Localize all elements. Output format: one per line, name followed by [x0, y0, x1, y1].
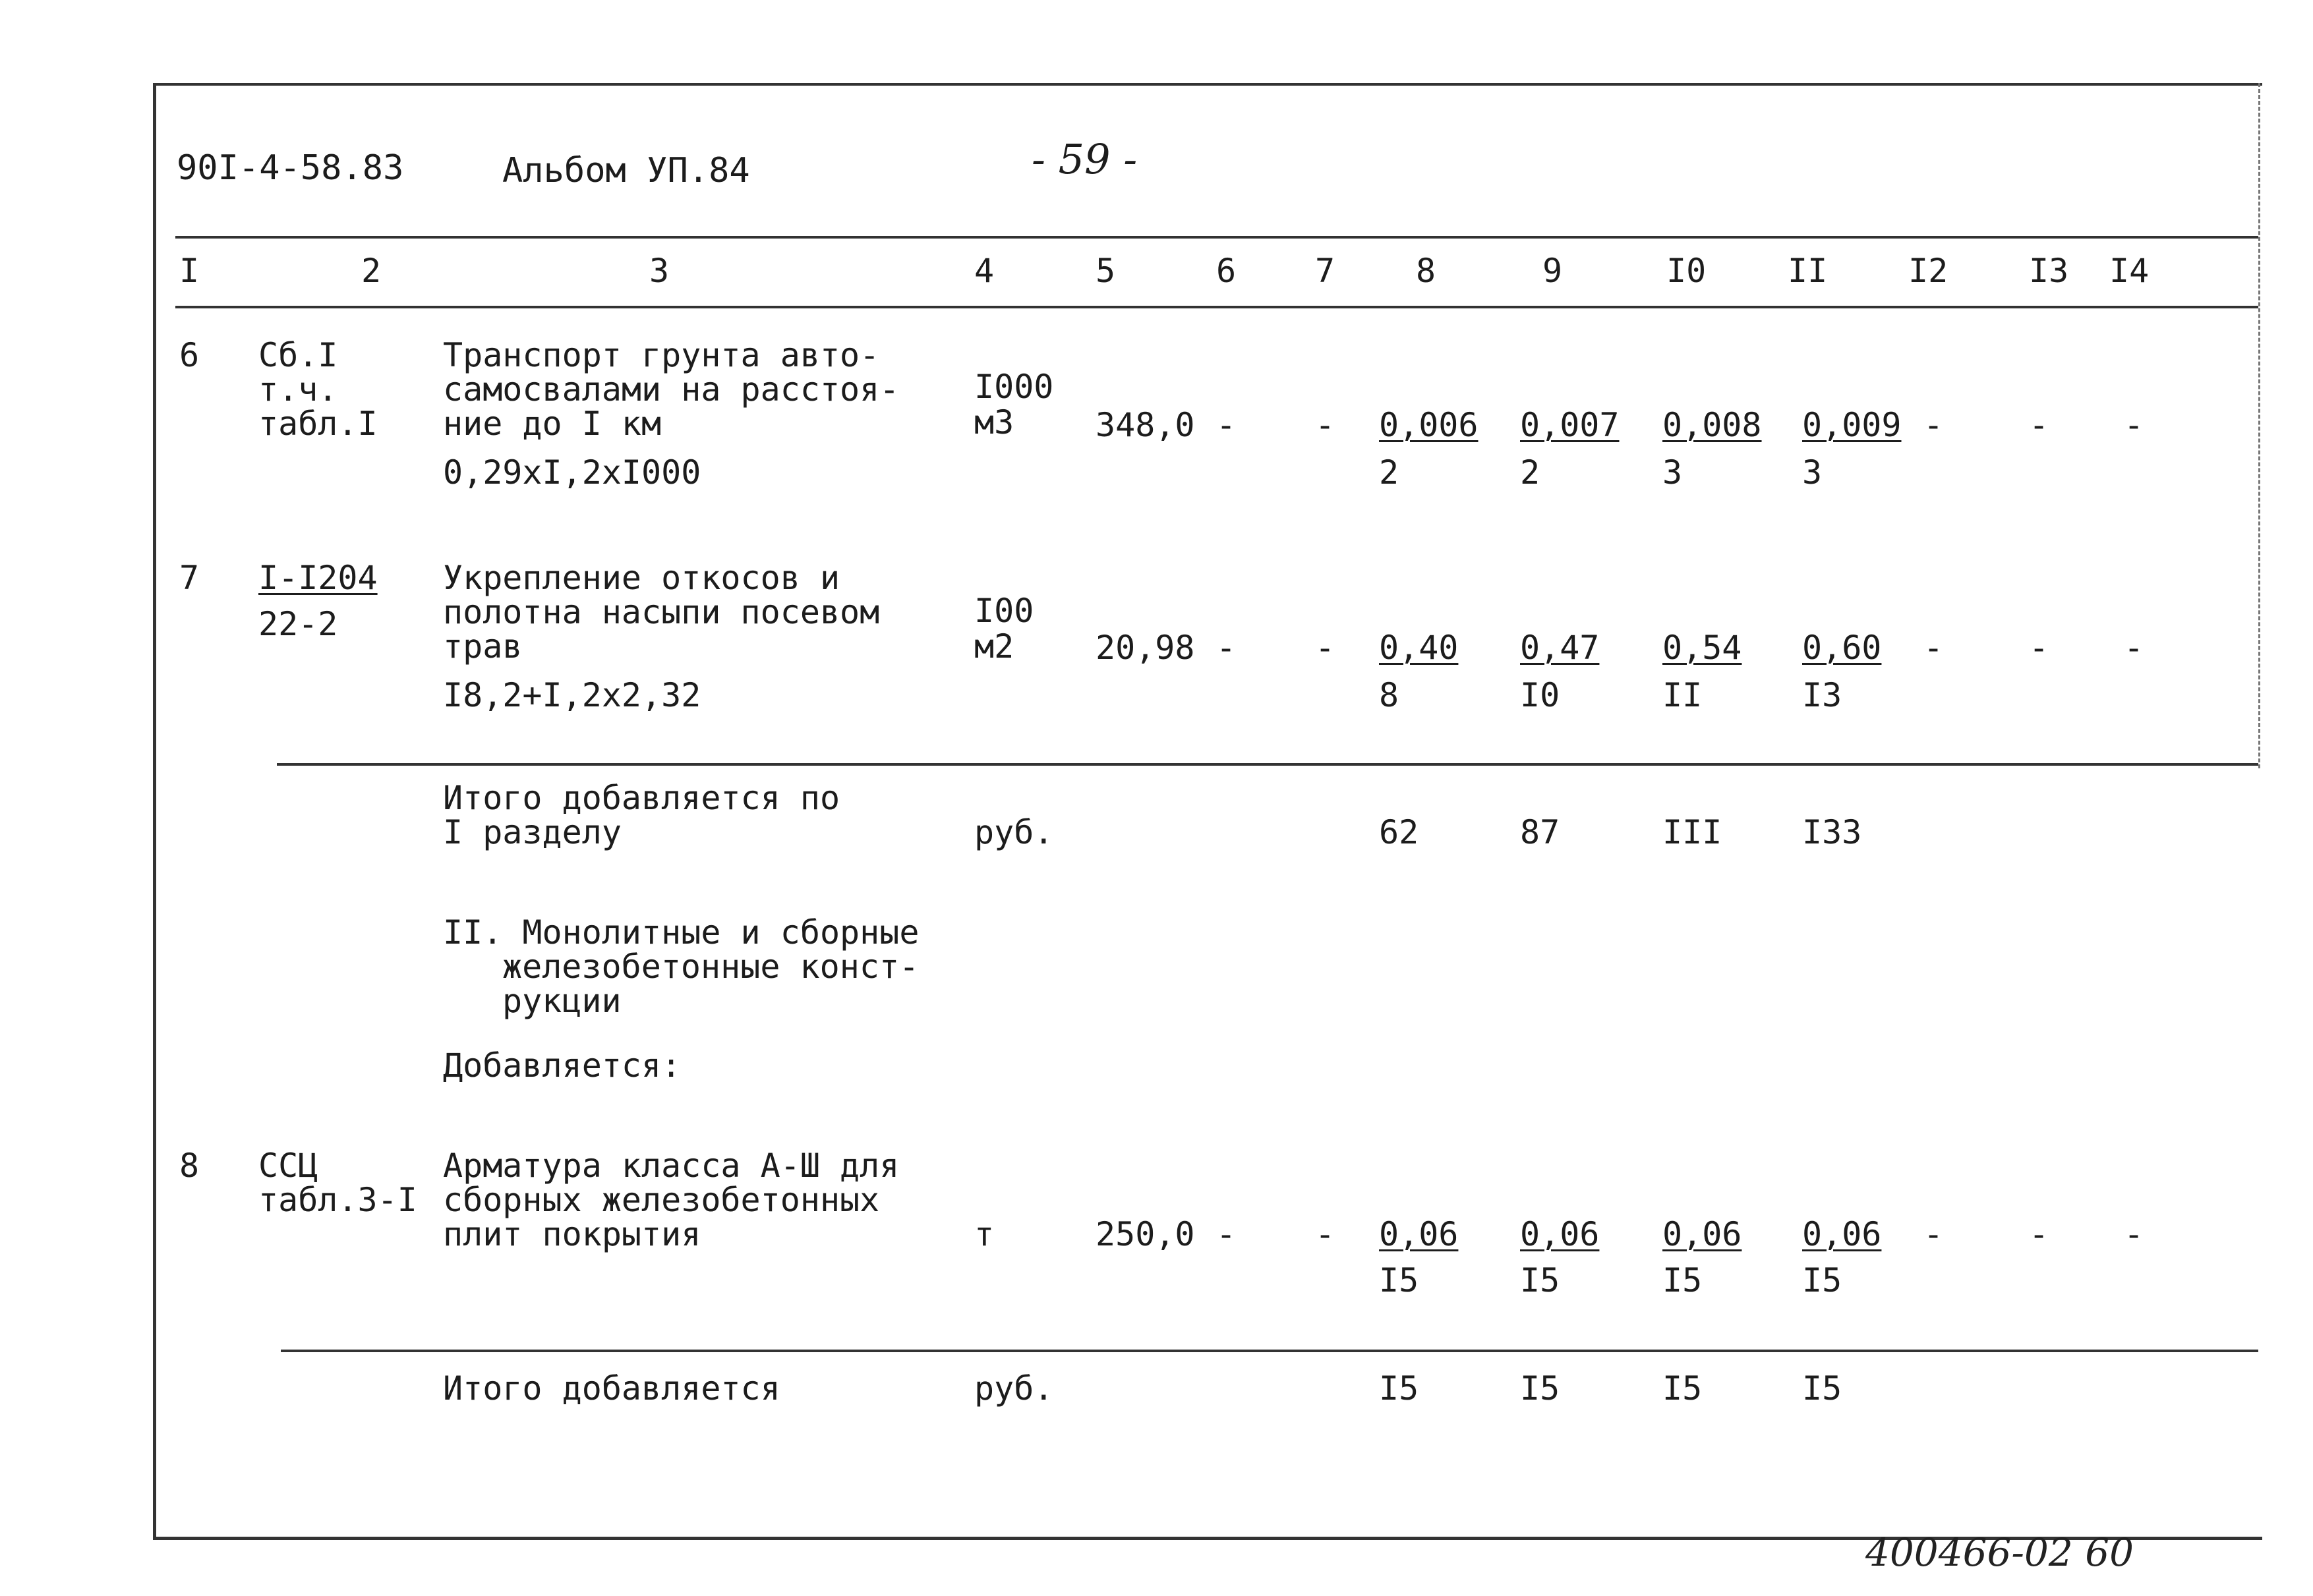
frame-top-border — [153, 83, 2262, 86]
album-label: Альбом УП.84 — [502, 151, 750, 190]
row-col13: - — [2029, 406, 2049, 444]
row-col6: - — [1216, 1215, 1237, 1253]
header-rule — [175, 236, 2258, 239]
row-value-top: 0,40 — [1379, 629, 1459, 667]
column-number: 4 — [974, 252, 995, 290]
section-title: рукции — [502, 982, 622, 1020]
row-value-top: 0,007 — [1520, 406, 1620, 444]
row-value-top: 0,54 — [1662, 629, 1742, 667]
subtotal-value: 87 — [1520, 813, 1560, 851]
row-col6: - — [1216, 406, 1237, 444]
row-col12: - — [1923, 406, 1944, 444]
row-value-bottom: 3 — [1802, 453, 1823, 492]
subtotal-value: I5 — [1520, 1369, 1560, 1408]
row-value-bottom: I5 — [1662, 1261, 1703, 1299]
row-unit: I000 — [974, 368, 1054, 406]
row-value-bottom: II — [1662, 676, 1703, 714]
row-value-bottom: I3 — [1802, 676, 1842, 714]
row-description: трав — [443, 627, 523, 666]
row-col14: - — [2124, 629, 2144, 667]
subtotal-value: I5 — [1662, 1369, 1703, 1408]
row-reference: I-I204 — [258, 559, 378, 597]
column-number: I0 — [1666, 252, 1707, 290]
row-value-bottom: I5 — [1379, 1261, 1419, 1299]
row-number: 7 — [179, 559, 200, 597]
row-col7: - — [1315, 406, 1335, 444]
archive-stamp: 400466-02 60 — [1865, 1530, 2134, 1575]
section-adds-label: Добавляется: — [443, 1046, 682, 1085]
column-number: 5 — [1096, 252, 1116, 290]
column-number: I3 — [2029, 252, 2069, 290]
subtotal-value: I33 — [1802, 813, 1862, 851]
subtotal-rule — [277, 763, 2258, 766]
row-value-top: 0,60 — [1802, 629, 1882, 667]
subtotal-unit: руб. — [974, 1369, 1054, 1408]
row-col7: - — [1315, 629, 1335, 667]
subtotal-label: I разделу — [443, 813, 622, 851]
row-unit: м3 — [974, 403, 1014, 442]
column-number: I4 — [2109, 252, 2150, 290]
row-value-bottom: 3 — [1662, 453, 1683, 492]
subtotal-label: Итого добавляется по — [443, 779, 840, 817]
row-col6: - — [1216, 629, 1237, 667]
row-value-bottom: 8 — [1379, 676, 1399, 714]
row-col13: - — [2029, 1215, 2049, 1253]
row-col14: - — [2124, 406, 2144, 444]
row-quantity: 20,98 — [1096, 629, 1195, 667]
section-title: железобетонные конст- — [502, 948, 920, 986]
row-quantity: 250,0 — [1096, 1215, 1195, 1253]
subtotal-unit: руб. — [974, 813, 1054, 851]
row-value-top: 0,06 — [1662, 1215, 1742, 1253]
row-value-top: 0,009 — [1802, 406, 1902, 444]
row-description: Транспорт грунта авто- — [443, 336, 880, 374]
row-value-bottom: I5 — [1520, 1261, 1560, 1299]
row-value-bottom: I5 — [1802, 1261, 1842, 1299]
subtotal-label: Итого добавляется — [443, 1369, 780, 1408]
column-number: 8 — [1416, 252, 1436, 290]
row-col13: - — [2029, 629, 2049, 667]
row-unit: т — [974, 1215, 995, 1253]
row-description: полотна насыпи посевом — [443, 593, 880, 631]
row-description: сборных железобетонных — [443, 1181, 880, 1219]
row-value-top: 0,006 — [1379, 406, 1479, 444]
row-value-top: 0,47 — [1520, 629, 1600, 667]
row-unit: м2 — [974, 627, 1014, 666]
subtotal-rule — [281, 1350, 2258, 1352]
subtotal-value: I5 — [1379, 1369, 1419, 1408]
row-description: плит покрытия — [443, 1215, 701, 1253]
column-number: II — [1788, 252, 1828, 290]
doc-code: 90I-4-58.83 — [177, 148, 404, 188]
row-col14: - — [2124, 1215, 2144, 1253]
row-reference: табл.I — [258, 405, 378, 443]
row-description: самосвалами на расстоя- — [443, 370, 900, 409]
row-number: 8 — [179, 1147, 200, 1185]
row-value-bottom: I0 — [1520, 676, 1560, 714]
row-unit: I00 — [974, 592, 1034, 630]
row-formula: I8,2+I,2х2,32 — [443, 676, 701, 714]
row-value-top: 0,06 — [1802, 1215, 1882, 1253]
row-value-top: 0,06 — [1520, 1215, 1600, 1253]
row-col7: - — [1315, 1215, 1335, 1253]
column-number: 2 — [361, 252, 382, 290]
frame-left-border — [153, 83, 156, 1539]
column-number: 7 — [1315, 252, 1335, 290]
row-quantity: 348,0 — [1096, 406, 1195, 444]
column-header-rule — [175, 306, 2258, 308]
row-description: Арматура класса А-Ш для — [443, 1147, 900, 1185]
column-number: 3 — [649, 252, 670, 290]
row-number: 6 — [179, 336, 200, 374]
row-description: Укрепление откосов и — [443, 559, 840, 597]
column-number: I — [179, 252, 200, 290]
row-reference: т.ч. — [258, 370, 338, 409]
row-formula: 0,29хI,2хI000 — [443, 453, 701, 492]
column-number: 6 — [1216, 252, 1237, 290]
row-reference: ССЦ — [258, 1147, 318, 1185]
subtotal-value: III — [1662, 813, 1722, 851]
column-number: I2 — [1908, 252, 1948, 290]
section-title: II. Монолитные и сборные — [443, 913, 920, 952]
frame-right-border — [2258, 83, 2262, 768]
column-number: 9 — [1542, 252, 1563, 290]
row-reference: табл.3-I — [258, 1181, 417, 1219]
row-col12: - — [1923, 1215, 1944, 1253]
row-value-bottom: 2 — [1379, 453, 1399, 492]
row-value-bottom: 2 — [1520, 453, 1540, 492]
subtotal-value: 62 — [1379, 813, 1419, 851]
row-value-top: 0,008 — [1662, 406, 1762, 444]
row-value-top: 0,06 — [1379, 1215, 1459, 1253]
row-description: ние до I км — [443, 405, 662, 443]
row-reference: 22-2 — [258, 605, 338, 643]
subtotal-value: I5 — [1802, 1369, 1842, 1408]
page-number: - 59 - — [1032, 135, 1138, 183]
row-col12: - — [1923, 629, 1944, 667]
row-reference: Сб.I — [258, 336, 338, 374]
